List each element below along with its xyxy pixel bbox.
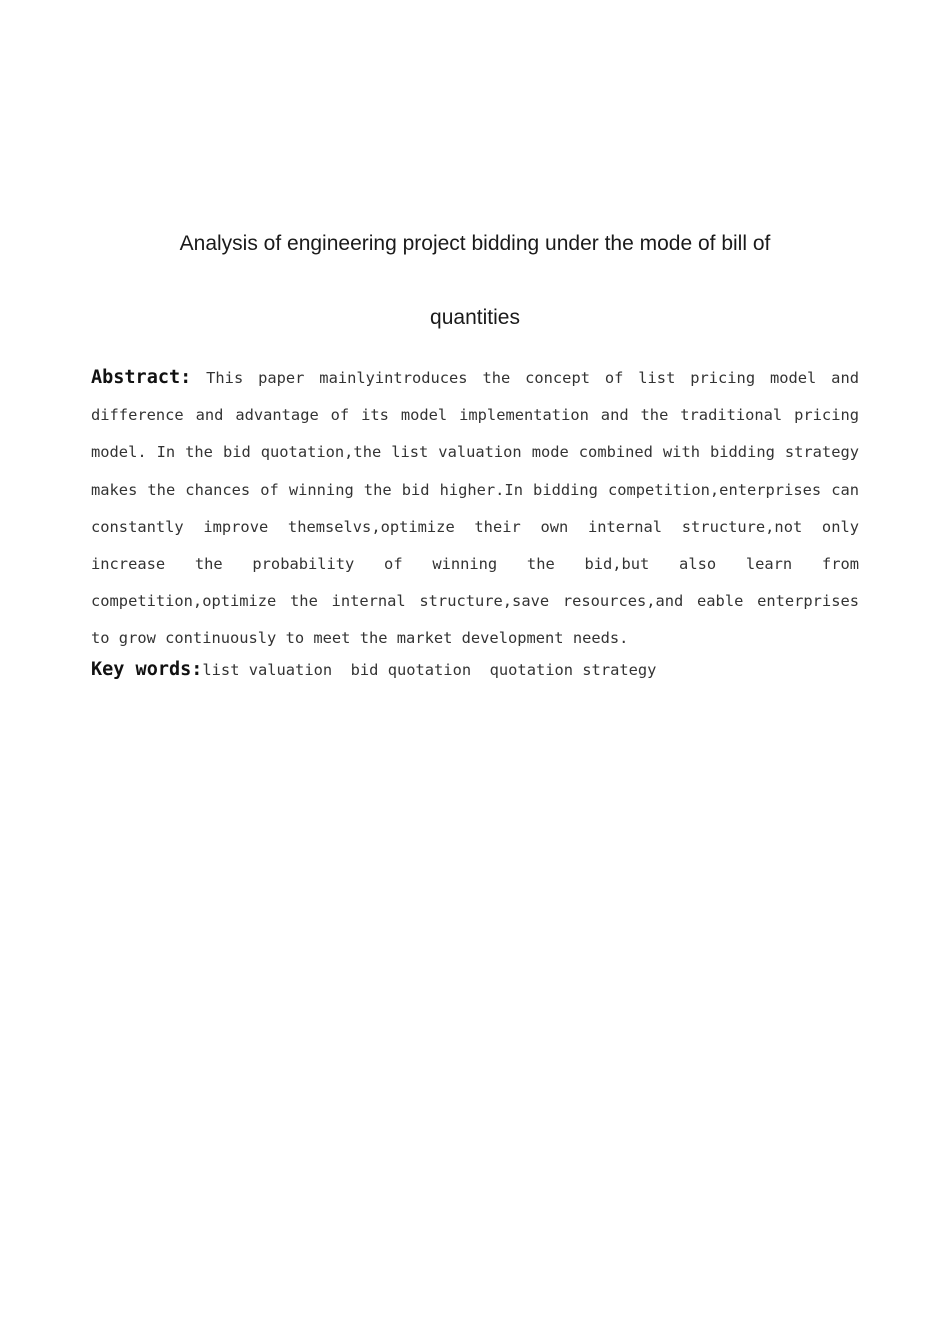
abstract-text: This paper mainlyintroduces the concept of list pricing model and difference and advantage of its model implementation and the traditional pricing model. In the bid quotation,the list valuation mode combined with bidding strategy makes the chances of winning the bid higher.In bidding competition,enterprises can constantly improve themselvs,optimize their own internal structure,not only increase the probability of winning the bid,but also learn from competition,optimize the internal structure,save resources,and eable enterprises to grow continuously to meet the market development needs. bbox=[91, 369, 859, 648]
paper-title-line-1: Analysis of engineering project bidding under the mode of bill of bbox=[179, 232, 771, 255]
keywords-label: Key words: bbox=[91, 659, 203, 680]
keywords-paragraph bbox=[91, 654, 859, 686]
paper-title-line-2: quantities bbox=[430, 306, 520, 329]
abstract-label: Abstract: bbox=[91, 367, 192, 388]
keywords-text: list valuation bid quotation quotation strategy bbox=[202, 661, 657, 679]
abstract-paragraph bbox=[91, 359, 859, 658]
